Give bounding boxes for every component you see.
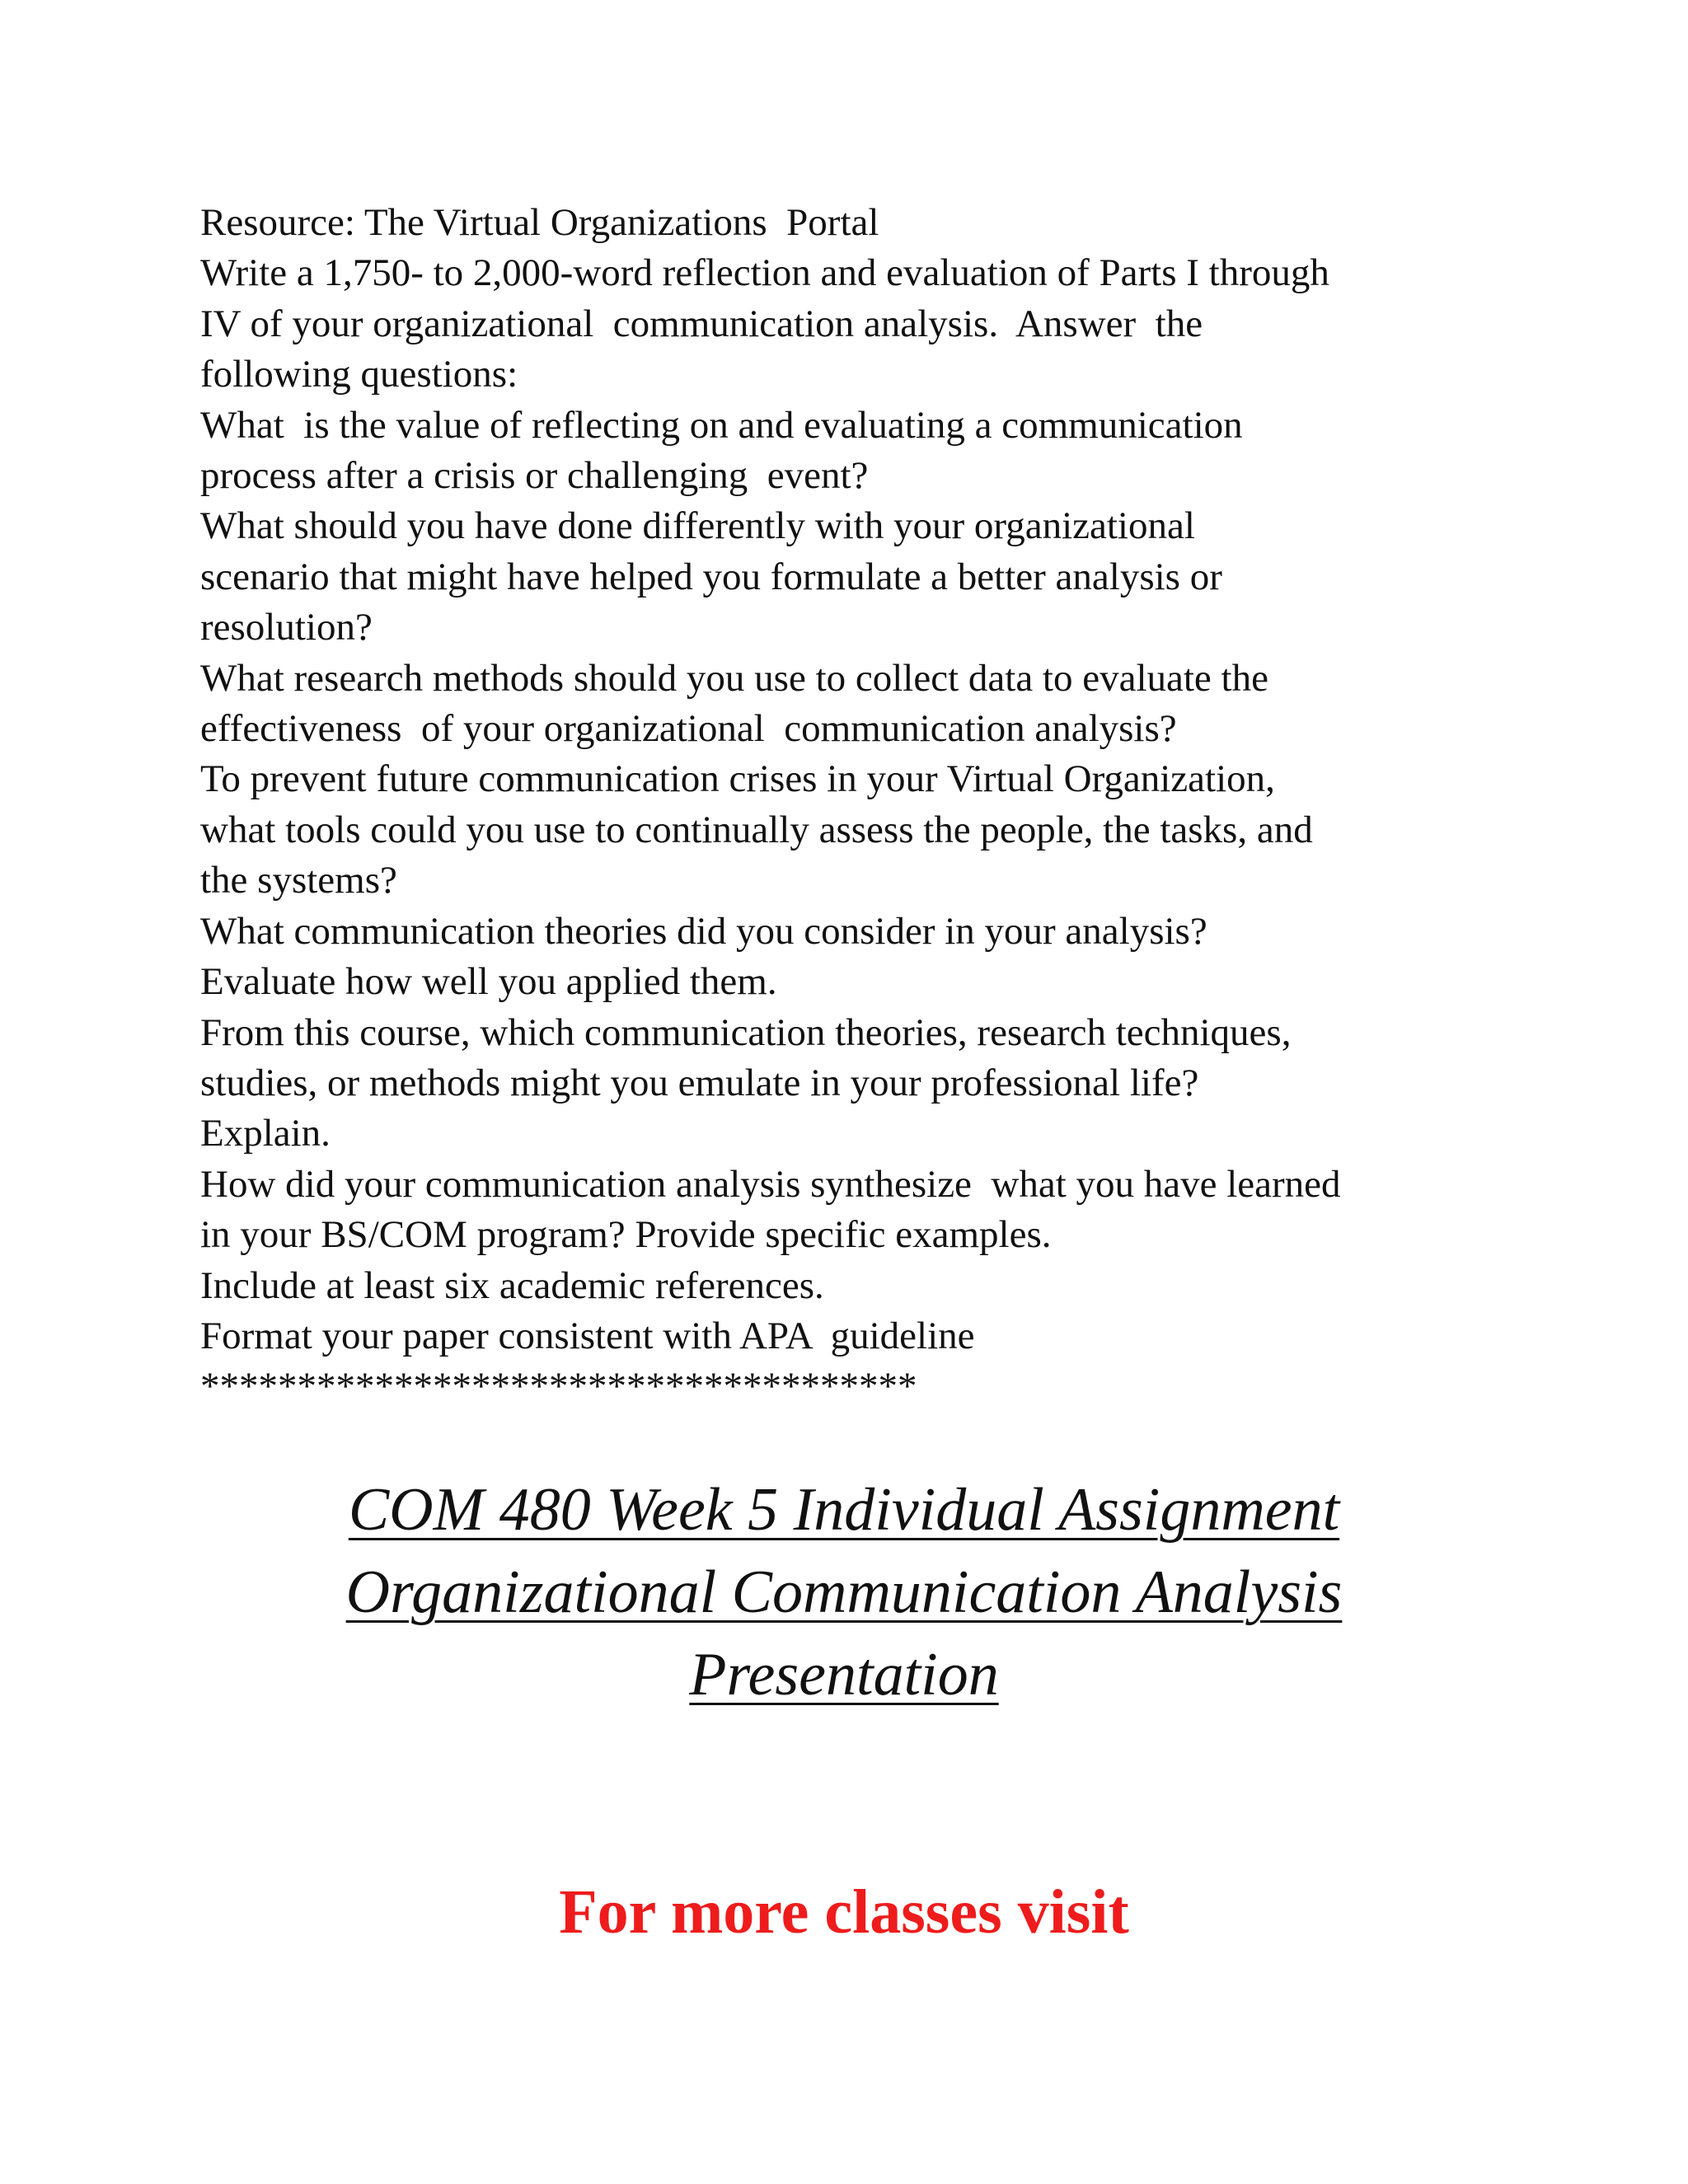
body-line: Include at least six academic references. (200, 1263, 824, 1307)
title-line: Presentation (689, 1641, 999, 1708)
separator-line: ************************************* (200, 1365, 917, 1408)
body-line: what tools could you use to continually assess the people, the tasks, and (200, 808, 1313, 851)
body-line: studies, or methods might you emulate in your professional life? (200, 1061, 1199, 1104)
body-line: What research methods should you use to collect data to evaluate the (200, 656, 1268, 700)
body-line: following questions: (200, 353, 518, 396)
body-line: What should you have done differently with your organizational (200, 504, 1195, 548)
body-line: Resource: The Virtual Organizations Portal (200, 201, 879, 244)
body-line: Format your paper consistent with APA guideline (200, 1314, 975, 1357)
title-line: COM 480 Week 5 Individual Assignment (348, 1476, 1340, 1544)
assignment-title (0, 1469, 1688, 1716)
promo-text: For more classes visit (559, 1877, 1129, 1947)
body-line: effectiveness of your organizational communication analysis? (200, 707, 1177, 751)
body-line: the systems? (200, 859, 397, 902)
body-line: scenario that might have helped you formulate a better analysis or (200, 555, 1222, 598)
body-line: resolution? (200, 606, 373, 649)
body-line: What communication theories did you consider in your analysis? (200, 909, 1207, 953)
body-line: in your BS/COM program? Provide specific examples. (200, 1213, 1052, 1257)
body-line: process after a crisis or challenging event? (200, 454, 869, 498)
assignment-instructions (200, 198, 1519, 1413)
body-line: What is the value of reflecting on and evaluating a communication (200, 403, 1243, 447)
body-line: IV of your organizational communication analysis. Answer the (200, 302, 1203, 345)
body-line: How did your communication analysis synthesize what you have learned (200, 1162, 1341, 1206)
body-line: Explain. (200, 1112, 331, 1155)
body-line: Evaluate how well you applied them. (200, 960, 777, 1004)
body-line: From this course, which communication theories, research techniques, (200, 1010, 1292, 1054)
body-line: To prevent future communication crises in your Virtual Organization, (200, 757, 1275, 801)
title-line: Organizational Communication Analysis (345, 1558, 1343, 1626)
body-line: Write a 1,750- to 2,000-word reflection and evaluation of Parts I through (200, 251, 1329, 295)
